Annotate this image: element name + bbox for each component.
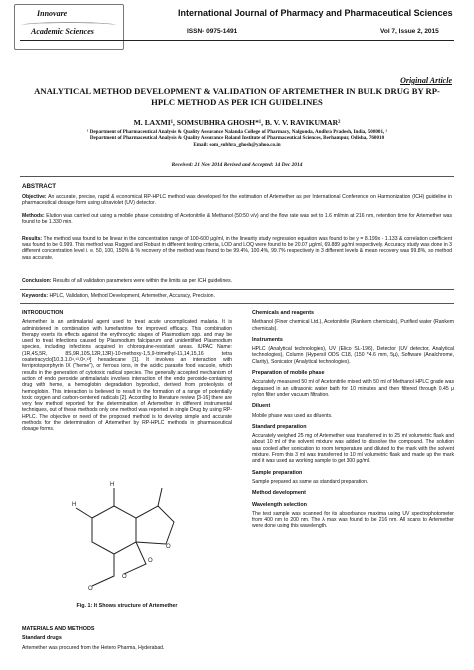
- keywords-label: Keywords:: [22, 293, 49, 299]
- svg-text:O: O: [148, 558, 153, 564]
- results-text: The method was found to be linear in the concentration range of 100-600 µg/ml, in the linearity study regression equation was found to be y = 8.199x - 1.133 & correlation coefficient was found to be 0.999. This method was Rugged and Robust in different testing criteria, LOD and LOQ were found to be 20.07 µg/ml, 69.889 µg/ml respectively. Accuracy study was done in 3 different concentration level i. e. 50, 100, 150% & % recovery of the method was found to be 99.4%, 100.4%, 99.7% respectively in 3 different levels & mean recovery was 99.8%, so method was accurate.: [22, 236, 452, 261]
- sample-preparation-heading: Sample preparation: [252, 469, 303, 476]
- received-date: Received: 21 Nov 2014 Revised and Accepted: 14 Dec 2014: [171, 162, 303, 168]
- ring-a: [92, 506, 136, 554]
- logo-text-innovare: Innovare: [37, 9, 68, 18]
- figure-caption: Fig. 1: It Shows structure of Artemether: [76, 603, 178, 609]
- introduction-heading: INTRODUCTION: [22, 310, 64, 316]
- journal-logo: [14, 4, 124, 50]
- right-column: [252, 310, 454, 530]
- authors: M. LAXMI¹, SOMSUBHRA GHOSH*¹, B. V. V. RAVIKUMAR²: [133, 118, 341, 127]
- affiliation-email: Email: som_subhra_ghosh@yahoo.co.in: [193, 141, 281, 148]
- artemether-structure-figure: [62, 478, 182, 596]
- side-chain: [92, 554, 114, 586]
- keywords-text: HPLC, Validation, Method Development, Artemether, Accuracy, Precision.: [49, 293, 215, 299]
- wavelength-text: The test sample was scanned for its absorbance maxima using UV spectrophotometer from 400 nm to 200 nm. The λ max was found to be 216 nm. All scans to Artemether were done using this wavelength.: [252, 510, 454, 530]
- standard-drugs-heading: Standard drugs: [22, 635, 62, 642]
- svg-text:H: H: [110, 482, 115, 488]
- conclusion-label: Conclusion:: [22, 278, 52, 284]
- header-rule: [20, 40, 454, 41]
- instruments-text: HPLC (Analytical technologies), UV (Elico SL-196), Detector (UV detector, Analytical technologies), Column (Hypersil ODS C18, (150 *4.6 mm, 5µ), Software (Analchrome, Clarity), Sonicator (Analytical technologies).: [252, 346, 454, 365]
- affiliation-1: ¹ Department of Pharmaceutical Analysis & Quality Assurance Nalanda College of Pharmacy, Nalgonda, Andhra Pradesh, India, 508001, ²: [86, 129, 388, 135]
- affiliations: [22, 129, 452, 148]
- abstract-results: [22, 236, 452, 261]
- affiliation-2: Department of Pharmaceutical Analysis & Quality Assurance Roland Institute of Pharmaceutical Sciences, Berhampur, Odisha, 760010: [89, 135, 385, 142]
- svg-text:O: O: [122, 574, 127, 580]
- chemicals-heading: Chemicals and reagents: [252, 310, 315, 316]
- chemicals-text: Methanol (Finer chemical Ltd.), Acetonitrile (Rankem chemicals), Purified water (Rankem chemicals).: [252, 319, 454, 332]
- abstract-objective: [22, 194, 452, 206]
- introduction-section: [22, 310, 232, 433]
- abstract-conclusion: [22, 278, 452, 284]
- diluent-text: Mobile phase was used as diluents.: [252, 412, 333, 419]
- results-label: Results:: [22, 236, 43, 242]
- methyl-2: [158, 488, 162, 506]
- volume-issue: Vol 7, Issue 2, 2015: [380, 28, 439, 35]
- keywords-top-rule: [20, 289, 454, 290]
- materials-methods-section: [22, 626, 232, 651]
- methods-label: Methods:: [22, 213, 45, 219]
- svg-text:H: H: [72, 502, 77, 508]
- mobile-phase-text: Accurately measured 50 ml of Acetonitrile mixed with 50 ml of Methanol HPLC grade was degassed in an ultrasonic water bath for 10 minutes and then filtered through 0.45 µ nylon filter under vacuum filtration.: [252, 379, 454, 398]
- conclusion-text: Results of all validation parameters were within the limits as per ICH guidelines.: [52, 278, 233, 284]
- keywords: [22, 293, 452, 299]
- materials-methods-heading: MATERIALS AND METHODS: [22, 626, 95, 632]
- objective-label: Objective:: [22, 194, 47, 200]
- abstract-top-rule: [20, 176, 454, 177]
- abstract-heading: ABSTRACT: [22, 183, 57, 190]
- journal-title: International Journal of Pharmacy and Pharmaceutical Sciences: [178, 8, 453, 18]
- logo-text-academic: Academic Sciences: [31, 27, 94, 36]
- issn: ISSN- 0975-1491: [187, 28, 238, 35]
- svg-text:O: O: [88, 586, 93, 592]
- paper-title: ANALYTICAL METHOD DEVELOPMENT & VALIDATION OF ARTEMETHER IN BULK DRUG BY RP- HPLC METHOD AS PER ICH GUIDELINES: [34, 86, 440, 107]
- methyl-1: [76, 508, 92, 518]
- introduction-text: Artemether is an antimalarial agent used to treat acute uncomplicated malaria. It is administered in combination with lumefantrine for improved efficacy. This combination therapy exerts its effects against the erythrocytic stages of Plasmodium spp. and may be used to treat infections caused by Plasmodium falciparum and unidentified Plasmodium species, including infections acquired in chloroquine-resistant areas. IUPAC Name: (1R,4S,5R, 8S,9R,10S,12R,13R)-10-methoxy-1,5,9-trimethyl-11,14,15,16 tetra oxatetracyclo[10.3.1.0⁴,¹³.0⁸,¹³] hexadecane [1]. It involves an interaction with ferriprotoporphyrin IX ("heme"), or ferrous ions, in the acidic parasite food vacuole, which results in the generation of cytotoxic radical species. The generally accepted mechanism of action of endo peroxide antimalarials involves interaction of the endo peroxide-containing drug with heme, a hemoglobin degradation byproduct, derived from proteolysis of hemoglobin. This interaction is believed to result in the formation of a range of potentially toxic oxygen and carbon-centered radicals [2]. According to literature review [3-16] there are very few method reported for the determination of Artemether in different instrumental techniques, out of these methods only one method was reported in single Drug by using RP-HPLC. The objective or need of the proposed method is to develop simple and accurate methods for the determination of Artemether by RP-HPLC methods in pharmaceutical dosage forms.: [22, 319, 232, 433]
- svg-text:O: O: [166, 544, 171, 550]
- sample-preparation-text: Sample prepared as same as standard preparation.: [252, 478, 369, 485]
- abstract-methods: [22, 213, 452, 225]
- article-type: Original Article: [400, 76, 452, 85]
- ring-b: [136, 506, 174, 544]
- instruments-heading: Instruments: [252, 336, 283, 343]
- standard-preparation-heading: Standard preparation: [252, 423, 307, 430]
- standard-preparation-text: Accurately weighed 25 mg of Artemether was transferred in to 25 ml volumetric flask and about 10 ml of the solvent mixture was added to dissolve the compound. The solution was cooled after sonication to room temperature and diluted to the mark with the solvent mixture. From this 3 ml was transferred to 10 ml volumetric flask and made up the mark and it was used as working sample to get 300 µg/ml.: [252, 433, 454, 465]
- methods-text: Elution was carried out using a mobile phase consisting of Acetonitrile & Methanol (50:50 v/v) and the flow rate was set to 1.6 ml/min at 216 nm, retention time for Artemether was found to be 1.330 min.: [22, 213, 453, 226]
- mobile-phase-heading: Preparation of mobile phase: [252, 370, 325, 377]
- standard-drugs-text: Artemether was procured from the Hetero Pharma, Hyderabad.: [22, 644, 165, 651]
- objective-text: An accurate, precise, rapid & economical RP-HPLC method was developed for the estimation of Artemether as per International Conference on Harmonization (ICH) guideline in pharmaceutical dosage form using ultraviolet (UV) detector.: [22, 194, 452, 207]
- method-development-heading: Method development: [252, 490, 306, 497]
- wavelength-heading: Wavelength selection: [252, 501, 307, 508]
- keywords-bottom-rule: [20, 303, 454, 304]
- diluent-heading: Diluent: [252, 403, 271, 410]
